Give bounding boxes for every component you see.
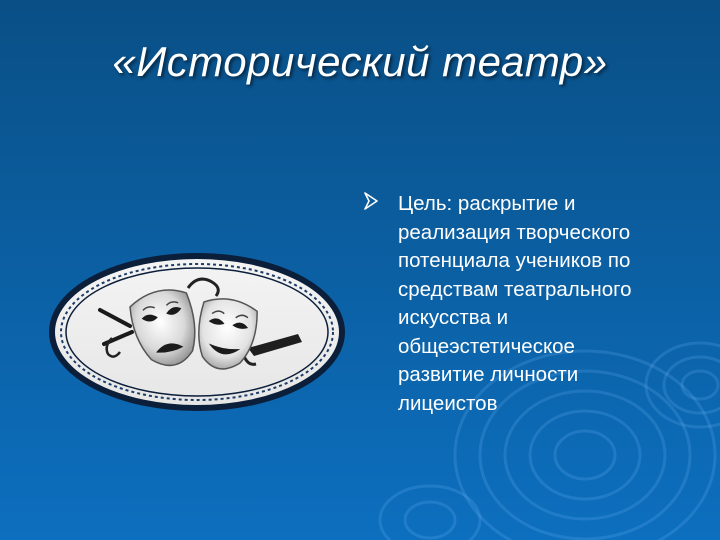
theatre-image <box>48 252 346 412</box>
theatre-masks-icon <box>48 252 346 412</box>
slide-title: «Исторический театр» <box>112 38 608 85</box>
goal-text: Цель: раскрытие и реализация творческого потенциала учеников по средствам театрального искусства и общеэстетическое развитие личности лицеистов <box>398 192 632 415</box>
arrowhead-bullet-icon <box>364 190 398 219</box>
goal-bullet <box>364 190 694 418</box>
